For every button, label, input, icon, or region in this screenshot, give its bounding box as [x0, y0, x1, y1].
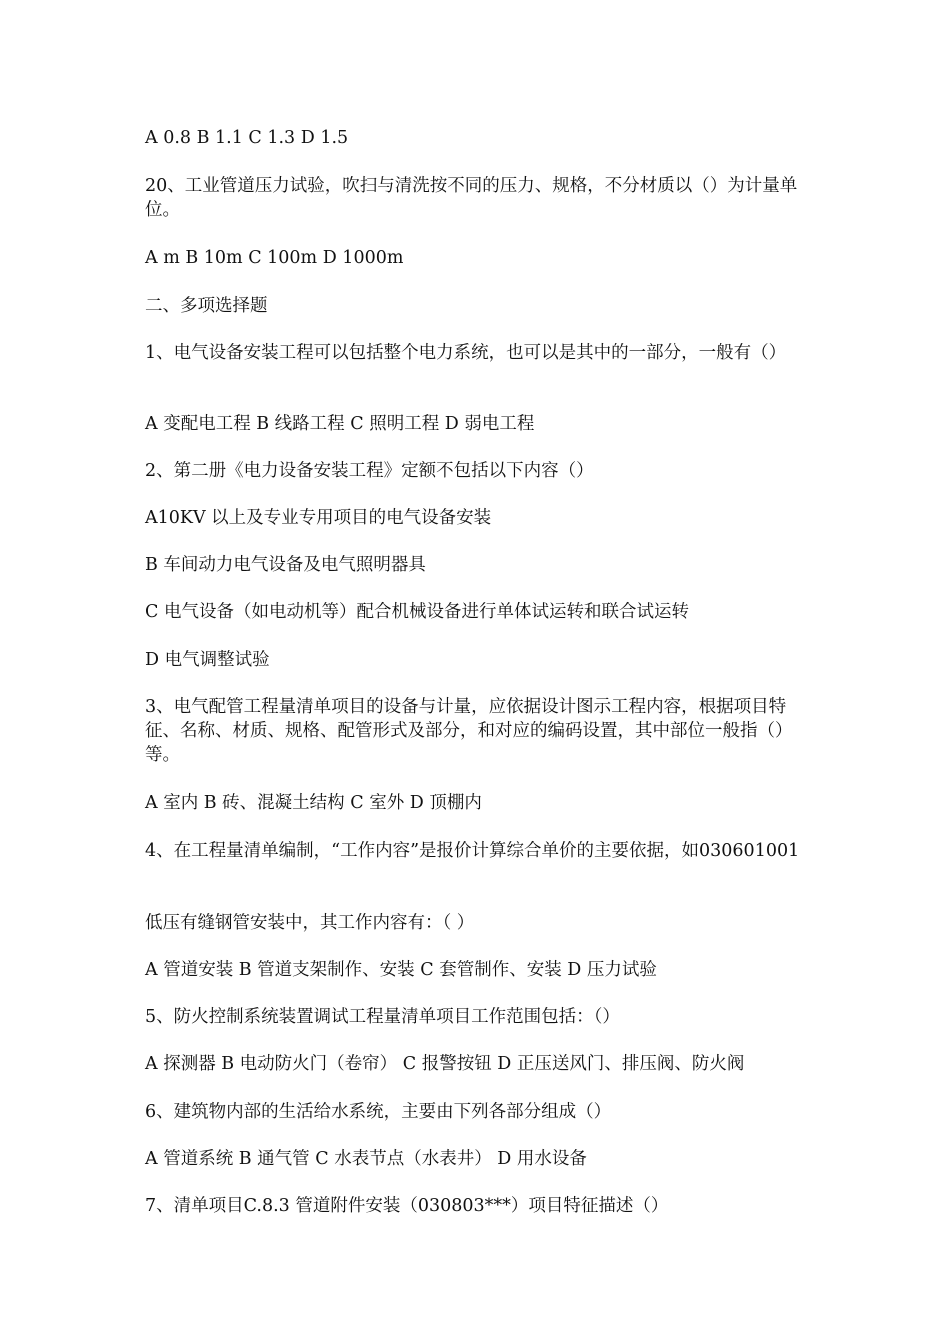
paragraph-option-2d: D 电气调整试验	[145, 650, 270, 670]
paragraph-question-1: 1、电气设备安装工程可以包括整个电力系统，也可以是其中的一部分，一般有（）	[145, 343, 787, 363]
paragraph-question-7: 7、清单项目C.8.3 管道附件安装（030803***）项目特征描述（）	[145, 1196, 669, 1216]
paragraph-question-3: 3、电气配管工程量清单项目的设备与计量，应依据设计图示工程内容，根据项目特征、名称、材质、规格、配管形式及部分，和对应的编码设置，其中部位一般指（）等。	[145, 697, 793, 765]
paragraph-answer-options-20: A m B 10m C 100m D 1000m	[145, 248, 404, 268]
paragraph-question-6: 6、建筑物内部的生活给水系统，主要由下列各部分组成（）	[145, 1102, 612, 1122]
paragraph-answer-options-19: A 0.8 B 1.1 C 1.3 D 1.5	[145, 128, 349, 148]
paragraph-option-2b: B 车间动力电气设备及电气照明器具	[145, 555, 426, 575]
section-heading-multiple-choice: 二、多项选择题	[145, 296, 268, 316]
paragraph-answer-options-3: A 室内 B 砖、混凝土结构 C 室外 D 顶棚内	[145, 793, 482, 813]
paragraph-option-2a: A10KV 以上及专业专用项目的电气设备安装	[145, 508, 492, 528]
paragraph-answer-options-4: A 管道安装 B 管道支架制作、安装 C 套管制作、安装 D 压力试验	[145, 960, 657, 980]
paragraph-question-20: 20、工业管道压力试验，吹扫与清洗按不同的压力、规格，不分材质以（）为计量单位。	[145, 176, 798, 220]
paragraph-question-4: 4、在工程量清单编制，“工作内容”是报价计算综合单价的主要依据，如030601001	[145, 841, 800, 861]
paragraph-answer-options-6: A 管道系统 B 通气管 C 水表节点（水表井） D 用水设备	[145, 1149, 587, 1169]
paragraph-question-5: 5、防火控制系统装置调试工程量清单项目工作范围包括：（）	[145, 1007, 620, 1027]
paragraph-question-2: 2、第二册《电力设备安装工程》定额不包括以下内容（）	[145, 461, 594, 481]
paragraph-answer-options-1: A 变配电工程 B 线路工程 C 照明工程 D 弱电工程	[145, 414, 535, 434]
paragraph-option-2c: C 电气设备（如电动机等）配合机械设备进行单体试运转和联合试运转	[145, 602, 689, 622]
paragraph-answer-options-5: A 探测器 B 电动防火门（卷帘） C 报警按钮 D 正压送风门、排压阀、防火阀	[145, 1054, 745, 1074]
paragraph-question-4-continued: 低压有缝钢管安装中，其工作内容有：（ ）	[145, 913, 475, 933]
